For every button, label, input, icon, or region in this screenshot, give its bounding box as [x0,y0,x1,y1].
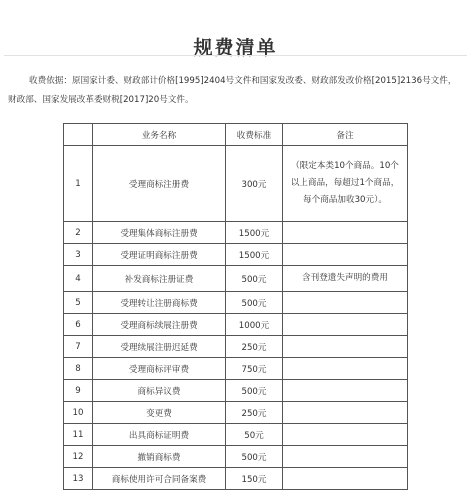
business-name: 受理证明商标注册费 [93,244,226,266]
fee-amount: 500元 [226,446,283,468]
fee-amount: 50元 [226,424,283,446]
table-row [64,314,408,336]
remark [283,424,408,446]
table-row [64,380,408,402]
table-row [64,336,408,358]
row-number: 9 [64,380,93,402]
remark [283,380,408,402]
business-name: 受理集体商标注册费 [93,222,226,244]
business-name: 商标使用许可合同备案费 [93,468,226,490]
fee-amount: 300元 [226,146,283,222]
row-number: 12 [64,446,93,468]
table-row [64,266,408,292]
remark [283,402,408,424]
table-row [64,222,408,244]
fee-amount: 500元 [226,380,283,402]
business-name: 变更费 [93,402,226,424]
fee-amount: 1000元 [226,314,283,336]
remark [283,446,408,468]
row-number: 2 [64,222,93,244]
row-number: 13 [64,468,93,490]
fee-amount: 1500元 [226,244,283,266]
table-row [64,468,408,490]
remark [283,292,408,314]
business-name: 商标异议费 [93,380,226,402]
fee-amount: 500元 [226,266,283,292]
row-number: 1 [64,146,93,222]
fee-amount: 1500元 [226,222,283,244]
remark [283,358,408,380]
row-number: 11 [64,424,93,446]
table-row [64,424,408,446]
business-name: 撤销商标费 [93,446,226,468]
table-row [64,358,408,380]
row-number: 10 [64,402,93,424]
remark [283,222,408,244]
header-number [64,124,93,146]
table-row [64,146,408,222]
header-fee-standard: 收费标准 [226,124,283,146]
row-number: 3 [64,244,93,266]
fee-amount: 500元 [226,292,283,314]
remark [283,336,408,358]
business-name: 受理商标续展注册费 [93,314,226,336]
remark: （限定本类10个商品。10个以上商品，每超过1个商品，每个商品加收30元）。 [283,146,408,222]
row-number: 7 [64,336,93,358]
remark: 含刊登遗失声明的费用 [283,266,408,292]
row-number: 8 [64,358,93,380]
header-remarks: 备注 [283,124,408,146]
fee-table-header-row [64,124,408,146]
remark [283,244,408,266]
title-divider [4,55,467,56]
business-name: 受理商标注册费 [93,146,226,222]
fee-table [63,123,408,490]
business-name: 补发商标注册证费 [93,266,226,292]
fee-amount: 750元 [226,358,283,380]
table-row [64,402,408,424]
table-row [64,244,408,266]
row-number: 4 [64,266,93,292]
table-row [64,446,408,468]
fee-amount: 250元 [226,402,283,424]
page-title: 规费清单 [193,36,278,59]
business-name: 受理续展注册迟延费 [93,336,226,358]
business-name: 受理转让注册商标费 [93,292,226,314]
remark [283,468,408,490]
remark [283,314,408,336]
table-row [64,292,408,314]
business-name: 受理商标评审费 [93,358,226,380]
business-name: 出具商标证明费 [93,424,226,446]
fee-basis-paragraph: 收费依据：原国家计委、财政部计价格[1995]2404号文件和国家发改委、财政部发改价格[2015]2136号文件，财政部、国家发展改革委财税[2017]20号文件。 [8,76,457,105]
row-number: 6 [64,314,93,336]
fee-amount: 250元 [226,336,283,358]
row-number: 5 [64,292,93,314]
fee-amount: 150元 [226,468,283,490]
header-business-name: 业务名称 [93,124,226,146]
